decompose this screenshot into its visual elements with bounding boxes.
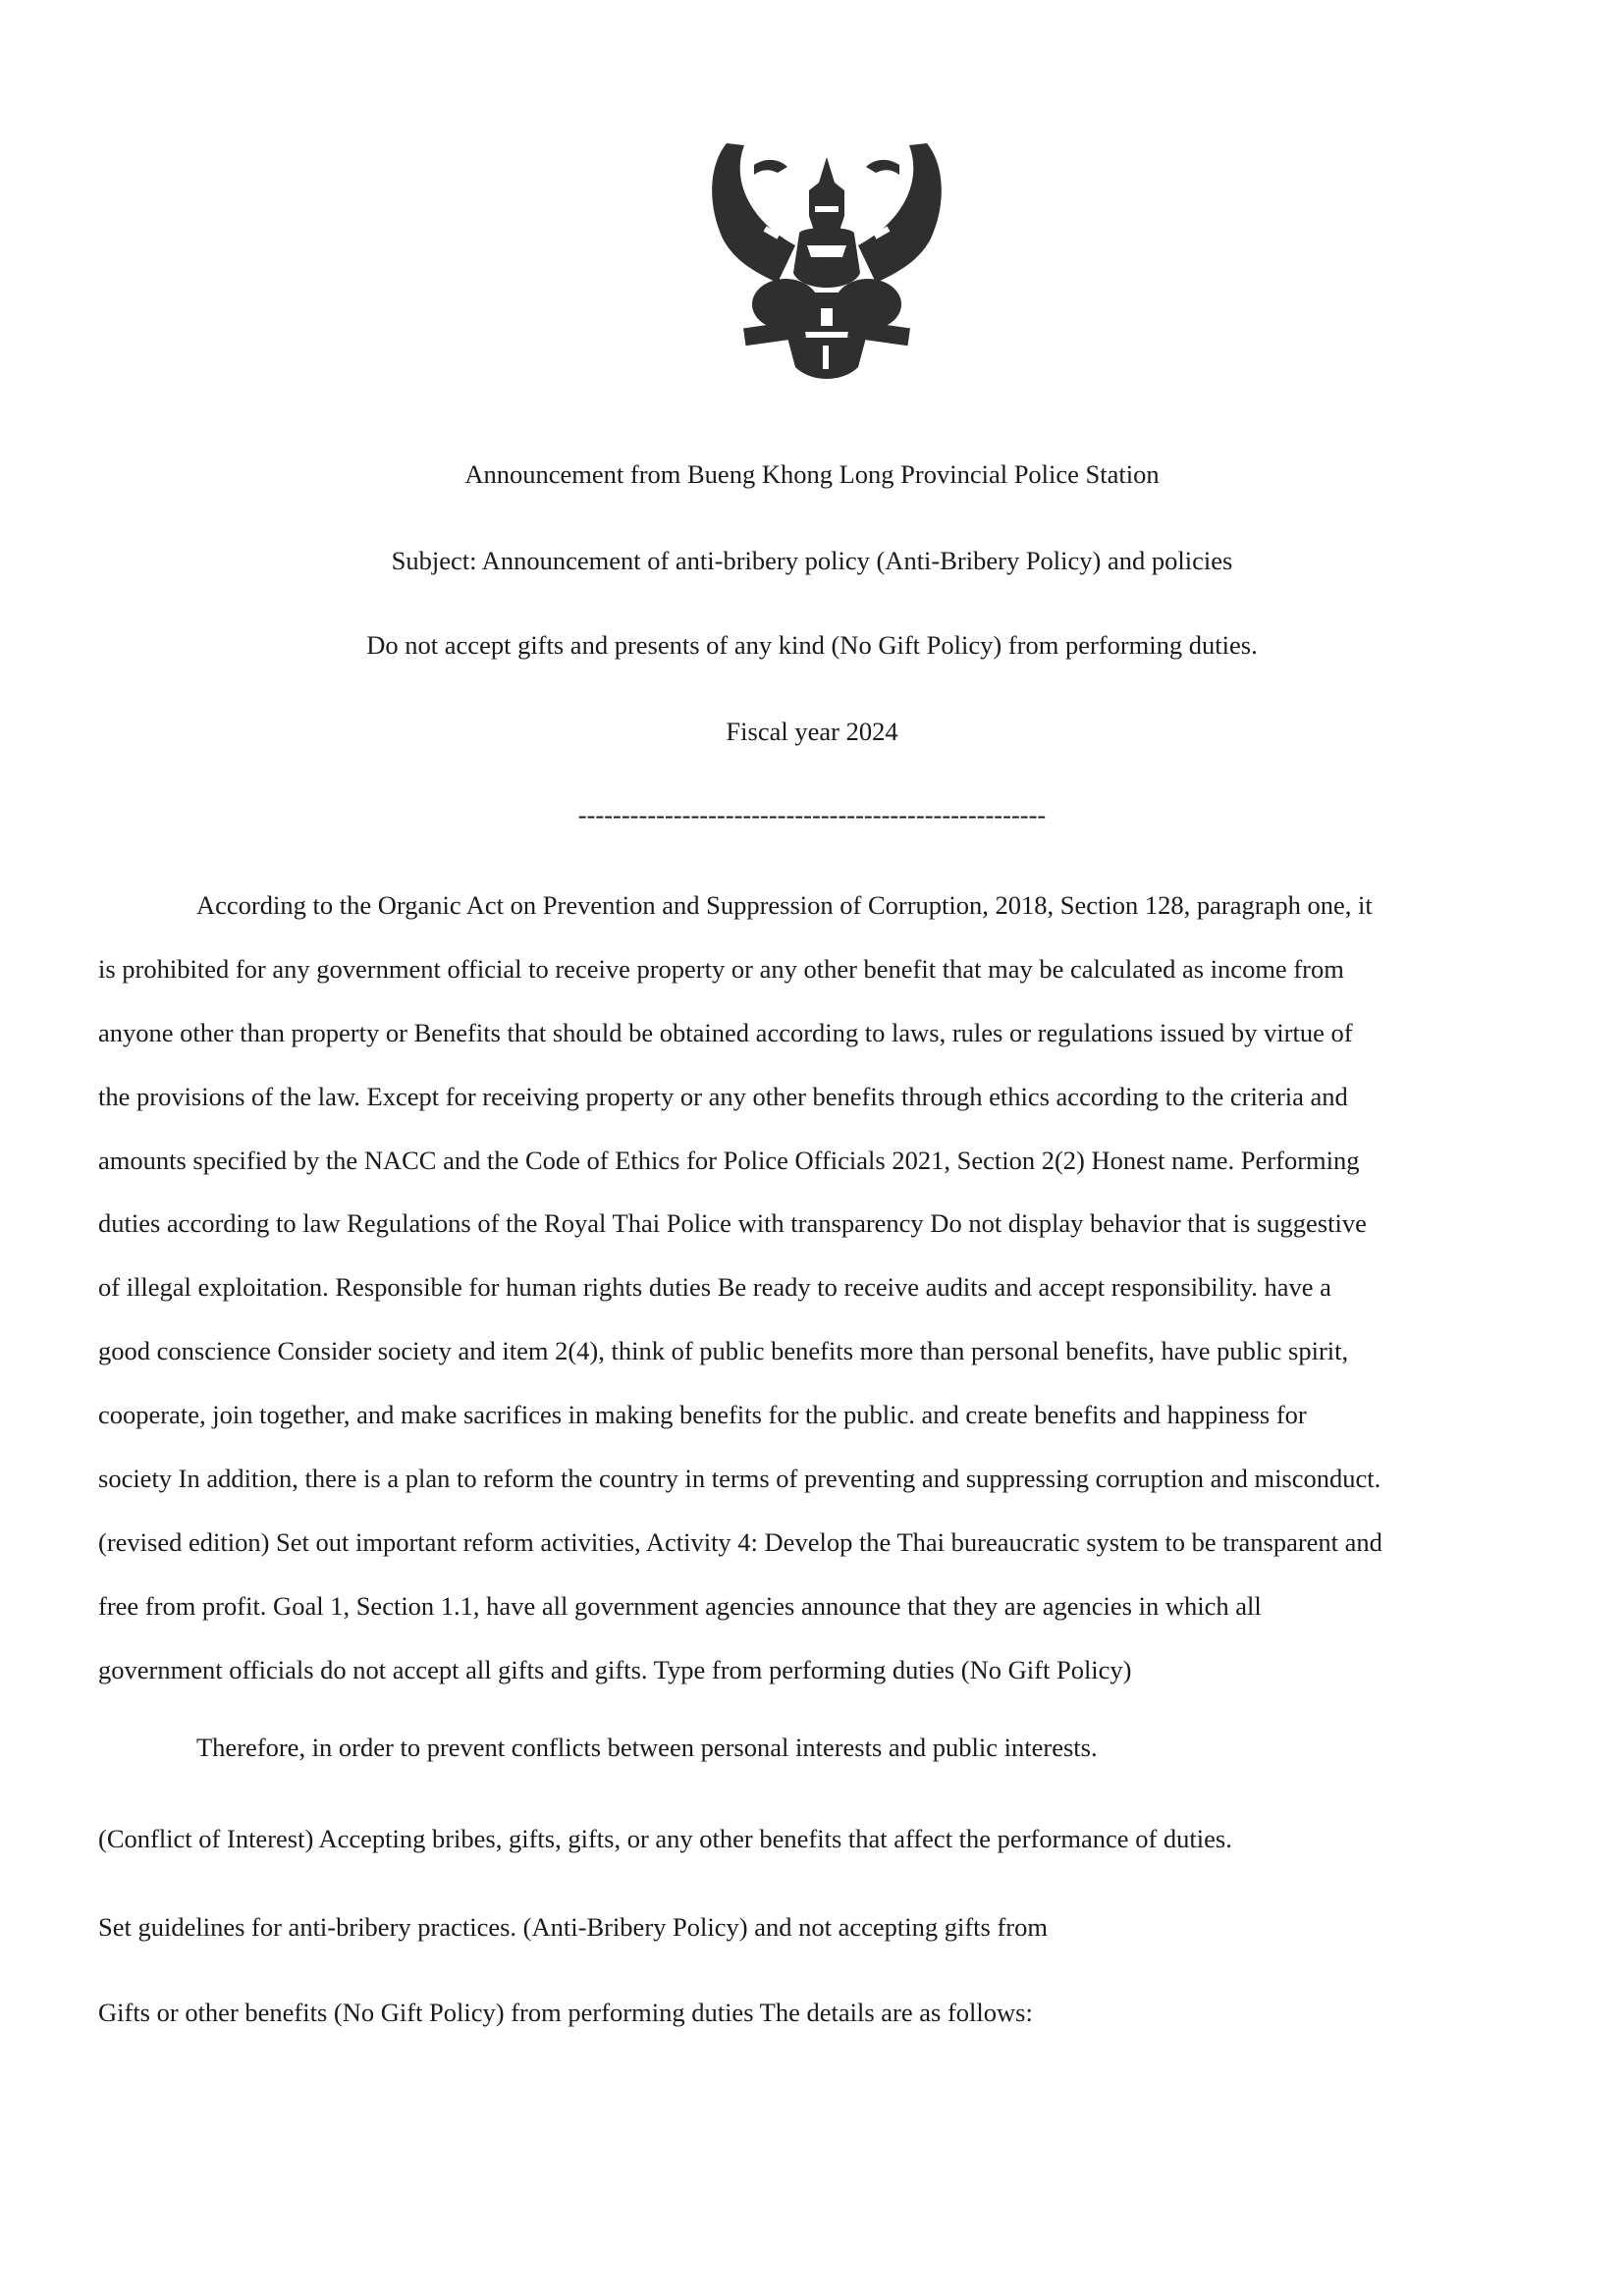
paragraph-line: the provisions of the law. Except for receiving property or any other benefits through ethics according to the criteria and [98,1082,1348,1111]
paragraph-line: Gifts or other benefits (No Gift Policy) from performing duties The details are as follows: [98,1998,1033,2027]
paragraph-line: Set guidelines for anti-bribery practices. (Anti-Bribery Policy) and not accepting gifts from [98,1912,1048,1942]
paragraph-line: Therefore, in order to prevent conflicts between personal interests and public interests. [196,1733,1098,1762]
paragraph-line: (Conflict of Interest) Accepting bribes, gifts, gifts, or any other benefits that affect the performance of duties. [98,1824,1232,1853]
paragraph-line: anyone other than property or Benefits that should be obtained according to laws, rules or regulations issued by virtue of [98,1018,1353,1047]
paragraph-line: (revised edition) Set out important reform activities, Activity 4: Develop the Thai bureaucratic system to be transparent and [98,1527,1382,1557]
paragraph-line: According to the Organic Act on Prevention and Suppression of Corruption, 2018, Section 128, paragraph one, it [196,890,1373,920]
garuda-emblem-icon [705,135,948,385]
paragraph-line: amounts specified by the NACC and the Code of Ethics for Police Officials 2021, Section 2(2) Honest name. Performing [98,1146,1360,1175]
paragraph-line: cooperate, join together, and make sacrifices in making benefits for the public. and create benefits and happiness for [98,1400,1307,1429]
announcement-subject: Subject: Announcement of anti-bribery policy (Anti-Bribery Policy) and policies [391,546,1233,575]
paragraph-line: is prohibited for any government official to receive property or any other benefit that may be calculated as income from [98,954,1344,984]
paragraph-line: society In addition, there is a plan to reform the country in terms of preventing and suppressing corruption and misconduct. [98,1464,1381,1493]
separator-line: ------------------------------------------------------ [577,800,1047,829]
announcement-subject-continued: Do not accept gifts and presents of any kind (No Gift Policy) from performing duties. [366,630,1258,660]
paragraph-line: duties according to law Regulations of the Royal Thai Police with transparency Do not display behavior that is suggestive [98,1208,1367,1238]
paragraph-line: free from profit. Goal 1, Section 1.1, have all government agencies announce that they are agencies in which all [98,1591,1262,1621]
fiscal-year: Fiscal year 2024 [726,717,898,746]
announcement-title: Announcement from Bueng Khong Long Provincial Police Station [464,459,1160,489]
paragraph-line: government officials do not accept all gifts and gifts. Type from performing duties (No Gift Policy) [98,1655,1132,1684]
paragraph-line: good conscience Consider society and item 2(4), think of public benefits more than personal benefits, have public spirit, [98,1336,1349,1365]
paragraph-line: of illegal exploitation. Responsible for human rights duties Be ready to receive audits and accept responsibility. have a [98,1272,1331,1302]
